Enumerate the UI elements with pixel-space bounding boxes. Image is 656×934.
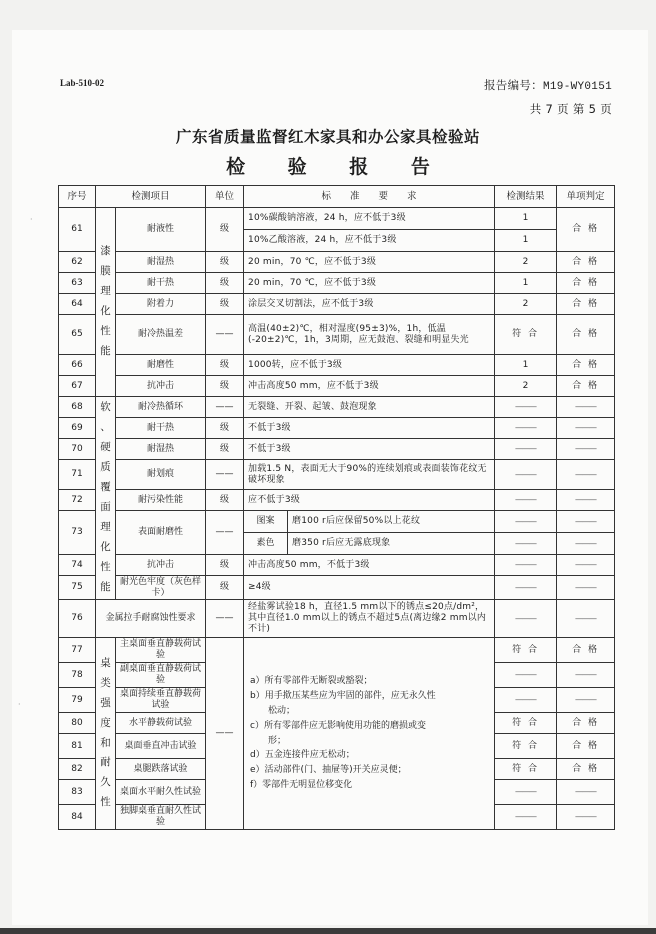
table-row: 75 耐光色牢度（灰色样卡） 级 ≥4级 ——— ——— xyxy=(59,576,615,600)
table-row: 64 附着力 级 涂层交叉切割法，应不低于3级 2 合 格 xyxy=(59,294,615,315)
table-row: 74 抗冲击 级 冲击高度50 mm，不低于3级 ——— ——— xyxy=(59,555,615,576)
scan-mark: · xyxy=(30,215,33,224)
table-row: 68 软 、 硬 质 覆 面 理 化 性 能 耐冷热循环 —— 无裂缝、开裂、起皱、鼓泡现象 ——— ——— xyxy=(59,397,615,418)
group-label: 软 、 硬 质 覆 面 理 化 性 能 xyxy=(96,397,116,600)
table-row: 69 耐干热 级 不低于3级 ——— ——— xyxy=(59,418,615,439)
report-number: 报告编号：M19-WY0151 xyxy=(483,78,612,93)
header-standard: 标 准 要 求 xyxy=(244,186,495,208)
table-row: 63 耐干热 级 20 min，70 ℃，应不低于3级 1 合 格 xyxy=(59,273,615,294)
group-label: 漆 膜 理 化 性 能 xyxy=(96,208,116,397)
header-result: 检测结果 xyxy=(495,186,557,208)
lab-code: Lab-510-02 xyxy=(60,78,105,88)
table-row: 61 漆 膜 理 化 性 能 耐液性 级 10%碳酸钠溶液，24 h，应不低于3级 1 合 格 xyxy=(59,208,615,230)
strength-requirements: a）所有零部件无断裂或豁裂； b）用手揿压某些应为牢固的部件，应无永久性 松动； c）所有零部件应无影响使用功能的磨损或变 形； d）五金连接件应无松动； e）活动部件(门、抽屉等)开关应灵便； f）零部件无明显位移变化 xyxy=(244,638,495,830)
scan-mark: · xyxy=(18,700,21,709)
table-row: 80 水平静载荷试验 符 合 合 格 xyxy=(59,713,615,734)
strength-unit: —— xyxy=(206,638,244,830)
scanner-edge xyxy=(0,928,656,934)
table-row: 79 桌面持续垂直静载荷试验 ——— ——— xyxy=(59,688,615,713)
table-row: 素色 磨350 r后应无露底现象 ——— ——— xyxy=(59,533,615,555)
table-row: 83 桌面水平耐久性试验 ——— ——— xyxy=(59,780,615,805)
header-no: 序号 xyxy=(59,186,96,208)
table-row: 84 独脚桌垂直耐久性试验 ——— ——— xyxy=(59,805,615,830)
table-row: 67 抗冲击 级 冲击高度50 mm，应不低于3级 2 合 格 xyxy=(59,376,615,397)
table-row: 77 桌 类 强 度 和 耐 久 性 主桌面垂直静载荷试验 —— a）所有零部件无断裂或豁裂； b）用手揿压某些应为牢固的部件，应无永久性 松动； c）所有零部件应无影响使用功能的磨损或变 形； d）五金连接件应无松动； e）活动部件(门、抽屉等)开关应灵便； f）零部件无明显位移变化 符 合 合 格 xyxy=(59,638,615,663)
table-header xyxy=(59,186,615,208)
table-row: 82 桌腿跌落试验 符 合 合 格 xyxy=(59,759,615,780)
table-row: 62 耐湿热 级 20 min，70 ℃，应不低于3级 2 合 格 xyxy=(59,252,615,273)
table-row: 10%乙酸溶液，24 h，应不低于3级 1 xyxy=(59,230,615,252)
header-verdict: 单项判定 xyxy=(557,186,615,208)
group-label: 桌 类 强 度 和 耐 久 性 xyxy=(96,638,116,830)
table-row: 76 金属拉手耐腐蚀性要求 —— 经盐雾试验18 h，直径1.5 mm以下的锈点≤20点/dm²，其中直径1.0 mm以上的锈点不超过5点(离边缘2 mm以内不计) ——— ——— xyxy=(59,600,615,638)
table-row: 78 副桌面垂直静载荷试验 ——— ——— xyxy=(59,663,615,688)
organization-name: 广东省质量监督红木家具和办公家具检验站 xyxy=(175,128,480,146)
table-row: 81 桌面垂直冲击试验 符 合 合 格 xyxy=(59,734,615,759)
table-row: 66 耐磨性 级 1000转，应不低于3级 1 合 格 xyxy=(59,355,615,376)
page-info: 共 7 页 第 5 页 xyxy=(529,102,612,116)
header-item: 检测项目 xyxy=(96,186,206,208)
table-row: 73 表面耐磨性 —— 图案 磨100 r后应保留50%以上花纹 ——— ——— xyxy=(59,511,615,533)
report-title: 检 验 报 告 xyxy=(226,156,448,178)
table-row: 70 耐湿热 级 不低于3级 ——— ——— xyxy=(59,439,615,460)
inspection-table xyxy=(58,185,615,830)
header-unit: 单位 xyxy=(206,186,244,208)
table-row: 65 耐冷热温差 —— 高温(40±2)℃，相对湿度(95±3)%，1h，低温(-20±2)℃，1h，3周期，应无鼓泡、裂缝和明显失光 符 合 合 格 xyxy=(59,315,615,355)
table-row: 71 耐划痕 —— 加载1.5 N，表面无大于90%的连续划痕或表面装饰花纹无破坏现象 ——— ——— xyxy=(59,460,615,490)
table-row: 72 耐污染性能 级 应不低于3级 ——— ——— xyxy=(59,490,615,511)
